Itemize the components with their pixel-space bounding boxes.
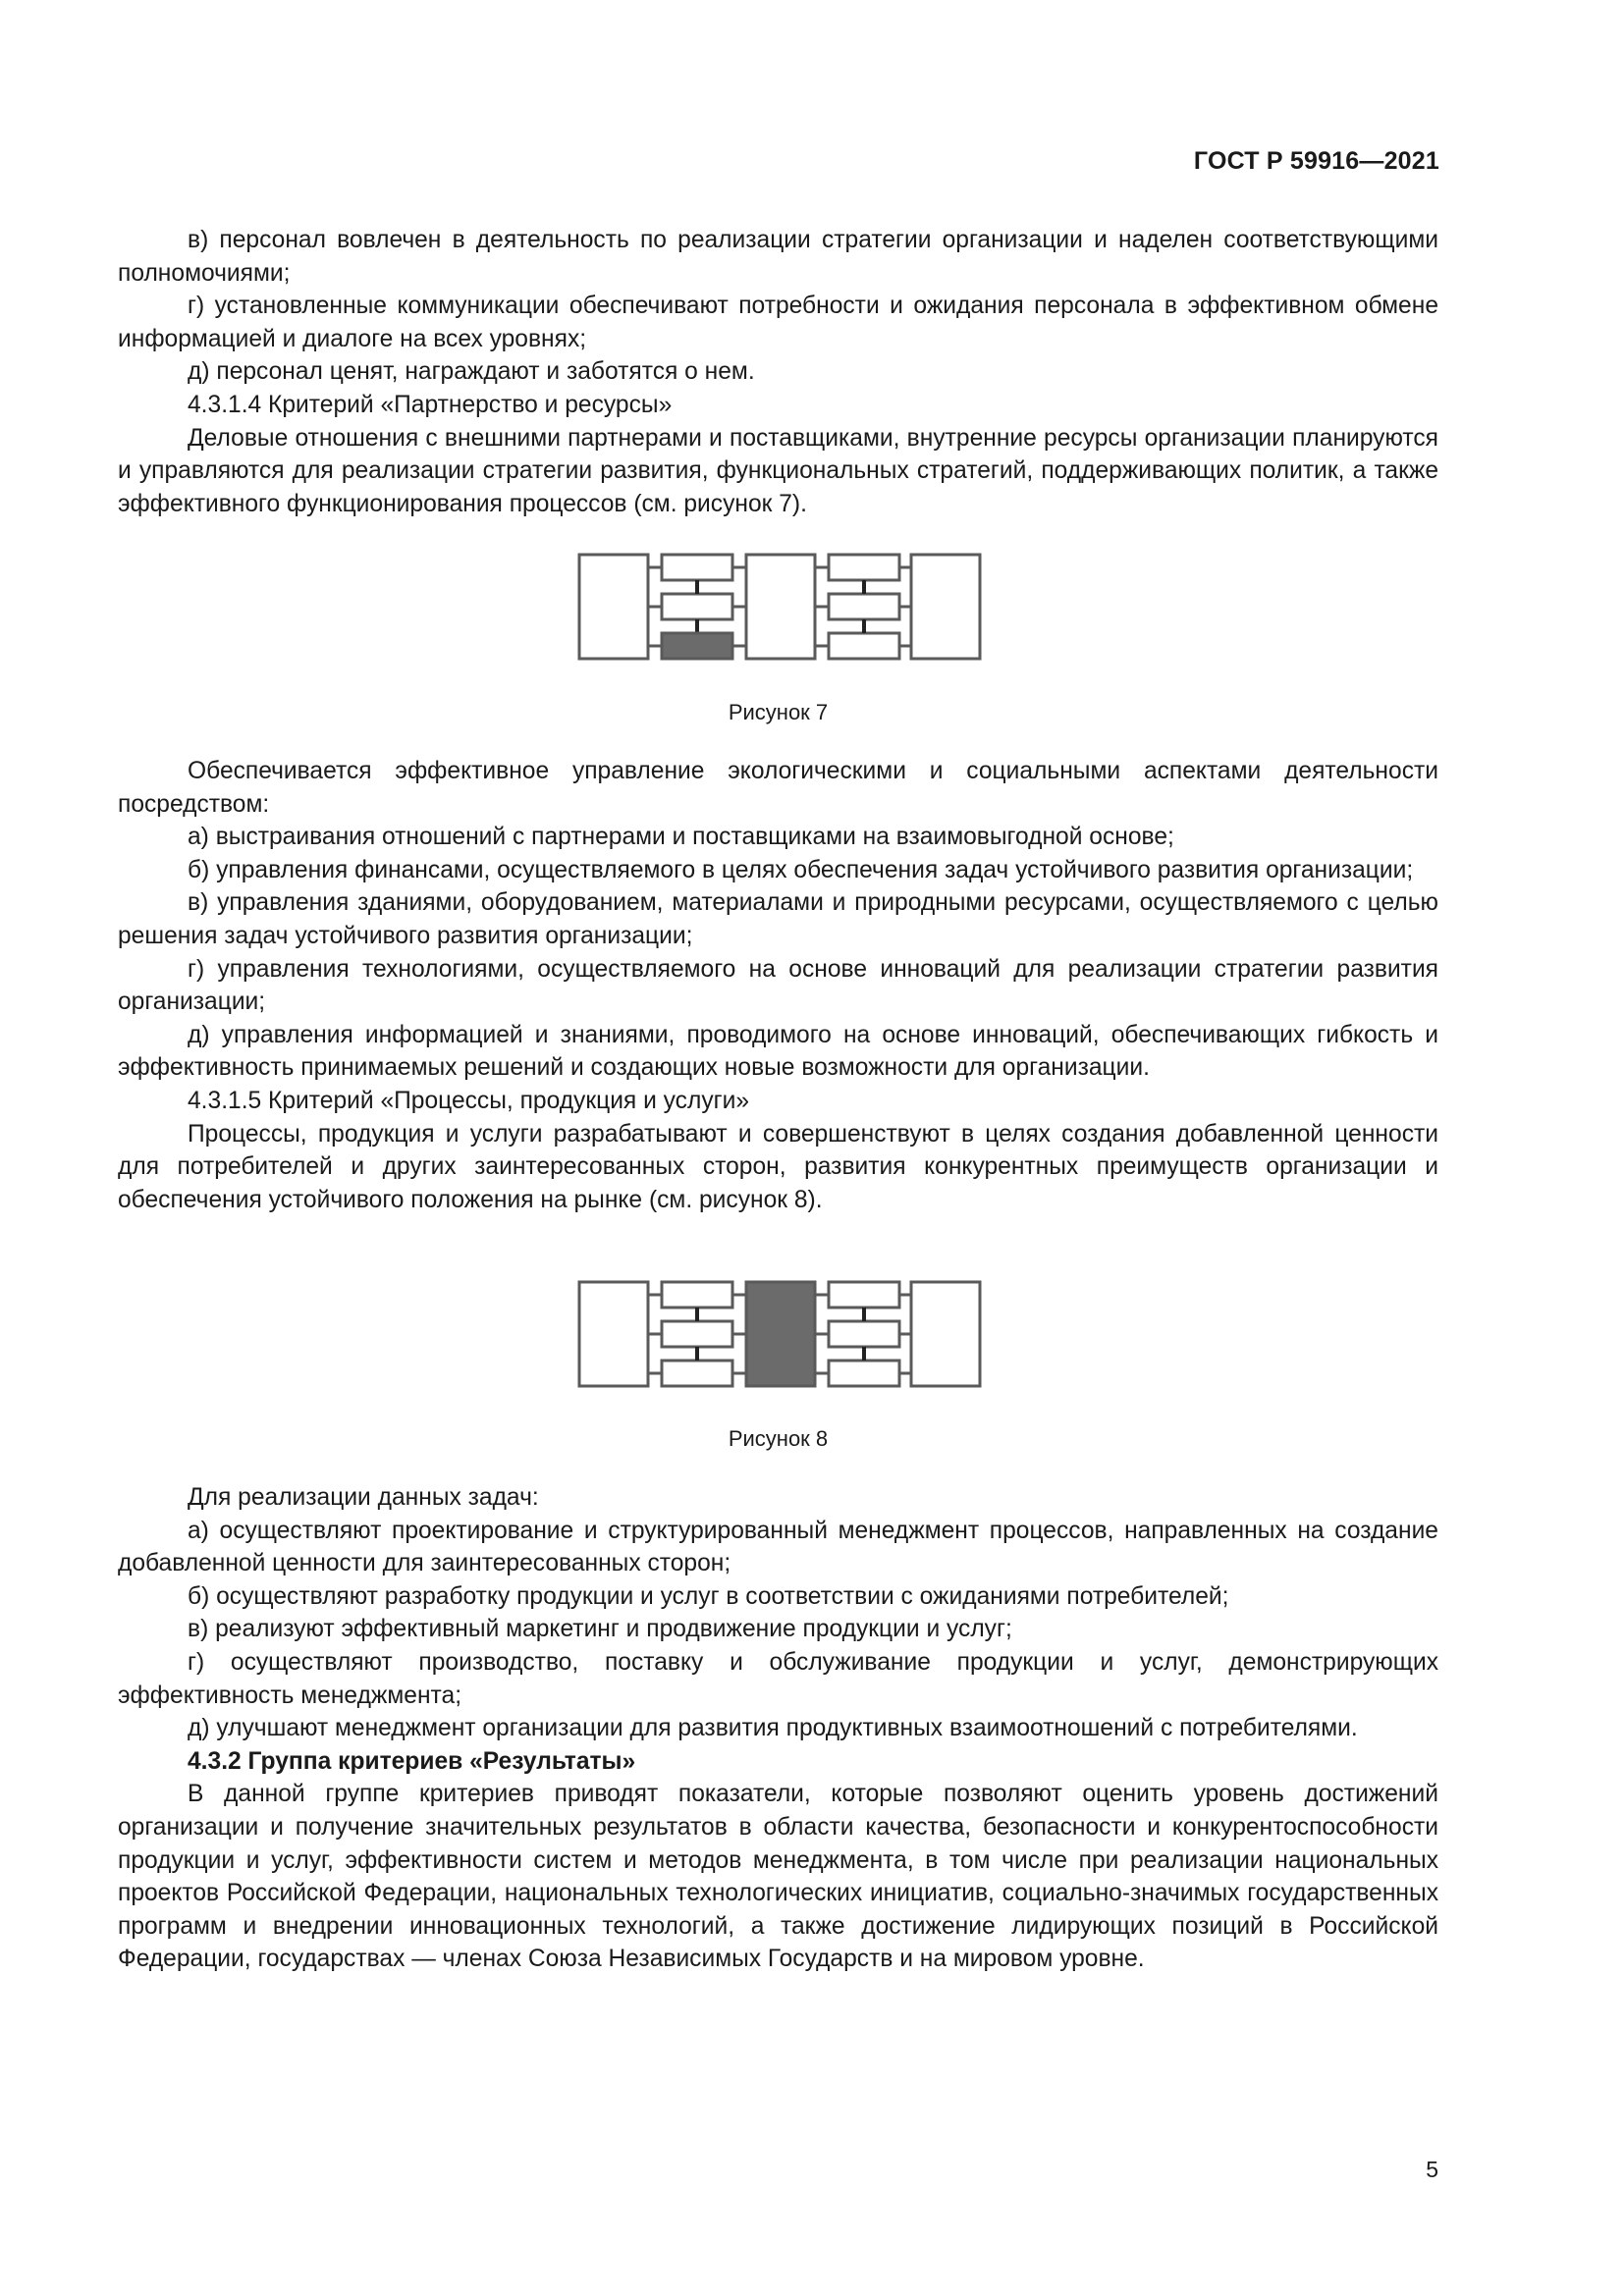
fig7-vertical-links <box>697 580 864 633</box>
paragraph-processes: Процессы, продукция и услуги разрабатывают и совершенствуют в целях создания добавленной ценности для потребителей и других заинтересованных сторон, развития конкурентных преимуществ организации и обеспечения устойчивого положения на рынке (см. рисунок 8). <box>118 1120 1438 1213</box>
fig8-right-cell-bottom <box>829 1361 899 1386</box>
list-item-a: а) выстраивания отношений с партнерами и поставщиками на взаимовыгодной основе; <box>188 824 1174 851</box>
paragraph-results: В данной группе критериев приводят показатели, которые позволяют оценить уровень достижений организации и получение значительных результатов в области качества, безопасности и конкурентоспособности продукции и услуг, эффективности систем и методов менеджмента, в том числе при реализации национальных проектов Российской Федерации, национальных технологических инициатив, социально-значимых государственных программ и внедрении инновационных технологий, а также достижение лидирующих позиций в Российской Федерации, государствах — членах Союза Независимых Государств и на мировом уровне. <box>118 1781 1438 1973</box>
fig8-left-block <box>579 1282 648 1386</box>
fig8-left-cell-bottom <box>662 1361 732 1386</box>
fig7-right-cell-mid <box>829 594 899 619</box>
list-item-b: б) осуществляют разработку продукции и услуг в соответствии с ожиданиями потребителей; <box>188 1582 1229 1610</box>
fig7-center-block <box>746 555 815 659</box>
section-heading-4-3-2: 4.3.2 Группа критериев «Результаты» <box>188 1747 636 1775</box>
fig8-right-cell-mid <box>829 1321 899 1347</box>
list-item-g: г) установленные коммуникации обеспечивают потребности и ожидания персонала в эффективном обмене информацией и диалоге на всех уровнях; <box>118 293 1438 352</box>
figure-7-svg <box>577 553 982 661</box>
figure-8-diagram <box>577 1280 982 1388</box>
figure-7-caption: Рисунок 7 <box>728 700 829 724</box>
list-item-d: д) управления информацией и знаниями, проводимого на основе инноваций, обеспечивающих гибкость и эффективность принимаемых решений и создающих новые возможности для организации. <box>118 1021 1438 1082</box>
fig7-left-cell-top <box>662 555 732 580</box>
fig7-left-block <box>579 555 648 659</box>
fig7-right-cell-bottom <box>829 633 899 659</box>
standard-header: ГОСТ Р 59916—2021 <box>1193 147 1439 175</box>
figure-7-diagram <box>577 553 982 661</box>
list-item-g: г) управления технологиями, осуществляемого на основе инноваций для реализации стратегии развития организации; <box>118 955 1438 1016</box>
page-number: 5 <box>1426 2157 1438 2182</box>
text-block-2 <box>118 755 1438 1216</box>
fig8-left-cell-mid <box>662 1321 732 1347</box>
list-item-v: в) управления зданиями, оборудованием, материалами и природными ресурсами, осуществляемого с целью решения задач устойчивого развития организации; <box>118 889 1438 949</box>
list-item-v: в) персонал вовлечен в деятельность по реализации стратегии организации и наделен соответствующими полномочиями; <box>118 227 1438 287</box>
fig8-right-block <box>911 1282 980 1386</box>
fig8-right-cell-top <box>829 1282 899 1308</box>
list-item-v: в) реализуют эффективный маркетинг и продвижение продукции и услуг; <box>188 1616 1012 1643</box>
list-item-b: б) управления финансами, осуществляемого в целях обеспечения задач устойчивого развития организации; <box>188 856 1414 883</box>
text-block-1 <box>118 224 1438 520</box>
figure-8-caption: Рисунок 8 <box>728 1426 829 1451</box>
fig7-highlighted-cell <box>662 633 732 659</box>
text-block-3 <box>118 1481 1438 1976</box>
fig7-left-cell-mid <box>662 594 732 619</box>
criterion-heading-4-3-1-4: 4.3.1.4 Критерий «Партнерство и ресурсы» <box>188 391 673 418</box>
paragraph-partnership: Деловые отношения с внешними партнерами и поставщиками, внутренние ресурсы организации планируются и управляются для реализации стратегии развития, функциональных стратегий, поддерживающих политик, а также эффективного функционирования процессов (см. рисунок 7). <box>118 424 1438 517</box>
paragraph-tasks-intro: Для реализации данных задач: <box>188 1484 539 1511</box>
fig7-right-cell-top <box>829 555 899 580</box>
list-item-g: г) осуществляют производство, поставку и обслуживание продукции и услуг, демонстрирующих эффективность менеджмента; <box>118 1648 1438 1709</box>
criterion-heading-4-3-1-5: 4.3.1.5 Критерий «Процессы, продукция и услуги» <box>188 1087 750 1114</box>
list-item-d: д) персонал ценят, награждают и заботятся о нем. <box>188 358 755 386</box>
figure-8-svg <box>577 1280 982 1388</box>
fig7-right-block <box>911 555 980 659</box>
paragraph-eco-social: Обеспечивается эффективное управление экологическими и социальными аспектами деятельности посредством: <box>118 758 1438 818</box>
list-item-d: д) улучшают менеджмент организации для развития продуктивных взаимоотношений с потребителями. <box>188 1715 1358 1742</box>
fig8-left-cell-top <box>662 1282 732 1308</box>
fig8-highlighted-center-block <box>746 1282 815 1386</box>
list-item-a: а) осуществляют проектирование и структурированный менеджмент процессов, направленных на создание добавленной ценности для заинтересованных сторон; <box>118 1517 1438 1577</box>
